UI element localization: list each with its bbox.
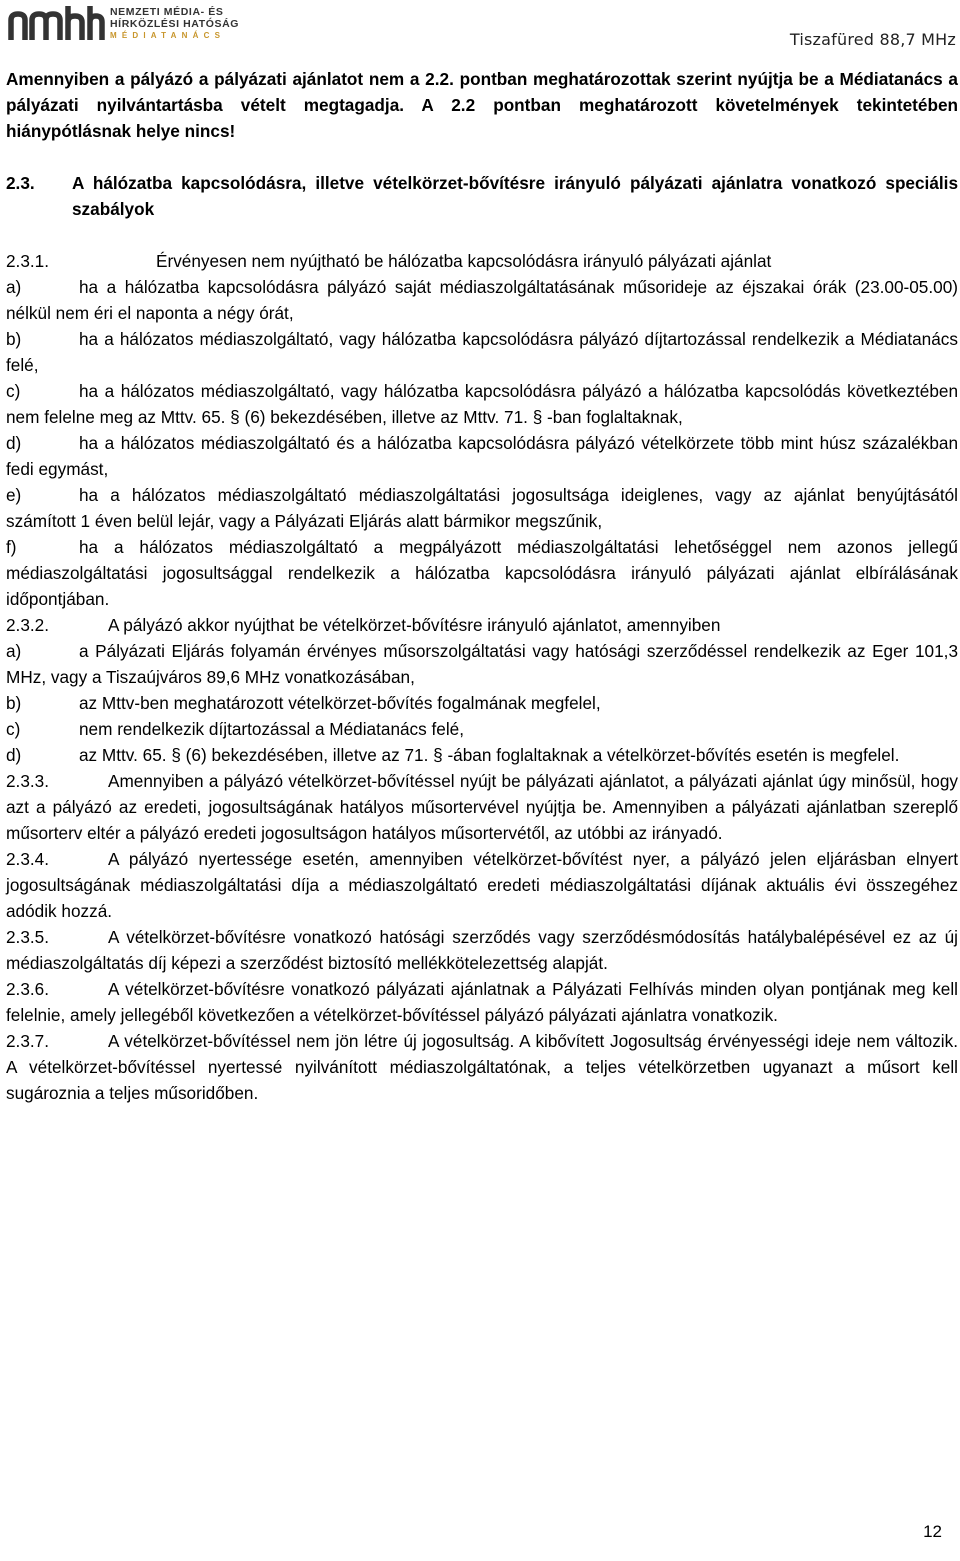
clause-2-3-2-items: [6, 638, 958, 768]
list-item-text: ha a hálózatos médiaszolgáltató a megpályázott médiaszolgáltatási lehetőséggel nem azonos jellegű médiaszolgáltatási jogosultsággal rendelkezik a hálózatba kapcsolódásra irányuló pályázati ajánlat elbírálásának időpontjában.: [6, 537, 958, 609]
clause-text: A vételkörzet-bővítésre vonatkozó pályázati ajánlatnak a Pályázati Felhívás minden olyan pontjának meg kell felelnie, amely jellegéből következően a vételkörzet-bővítéssel pályázó pályázati ajánlatra vonatkozik.: [6, 979, 958, 1025]
clause-number: 2.3.6.: [6, 979, 50, 999]
clause-number: 2.3.4.: [6, 849, 50, 869]
list-item: [6, 274, 958, 326]
list-item: [6, 638, 958, 690]
clause-number: 2.3.1.: [6, 251, 50, 271]
list-item-text: ha a hálózatos médiaszolgáltató, vagy hálózatba kapcsolódásra pályázó a hálózatba kapcsolódás következtében nem felelne meg az Mttv. 65. § (6) bekezdésében, illetve az Mttv. 71. § -ban foglaltaknak,: [6, 381, 958, 427]
clause-2-3-4: [6, 846, 958, 924]
list-item-text: ha a hálózatos médiaszolgáltató és a hálózatba kapcsolódásra pályázó vételkörzete több mint húsz százalékban fedi egymást,: [6, 433, 958, 479]
document-body: [6, 66, 958, 1106]
list-item-text: az Mttv-ben meghatározott vételkörzet-bővítés fogalmának megfelel,: [79, 693, 601, 713]
clause-text: A vételkörzet-bővítésre vonatkozó hatósági szerződés vagy szerződésmódosítás hatálybalépésével ez az új médiaszolgáltatás díj képezi a szerződést biztosító mellékkötelezettség alapját.: [6, 927, 958, 973]
station-name: Tiszafüred 88,7 MHz: [789, 30, 956, 49]
list-item-label: e): [6, 485, 22, 505]
list-item: [6, 430, 958, 482]
list-item-label: d): [6, 433, 22, 453]
list-item: [6, 534, 958, 612]
clause-2-3-2: [6, 612, 958, 638]
clause-2-3-3: [6, 768, 958, 846]
nmhh-logo-mark-icon: [6, 4, 106, 44]
clause-text: Érvényesen nem nyújtható be hálózatba kapcsolódásra irányuló pályázati ajánlat: [156, 251, 772, 271]
list-item: [6, 690, 958, 716]
clause-text: A pályázó nyertessége esetén, amennyiben vételkörzet-bővítést nyer, a pályázó jelen eljárásban elnyert jogosultságának médiaszolgáltatási díja a médiaszolgáltató eredeti médiaszolgáltatási díjának aktuális évi összegéhez adódik hozzá.: [6, 849, 958, 921]
clause-2-3-1: [6, 248, 958, 274]
list-item-text: az Mttv. 65. § (6) bekezdésében, illetve az 71. § -ában foglaltaknak a vételkörzet-bővítés esetén is megfelel.: [79, 745, 900, 765]
list-item: [6, 716, 958, 742]
list-item-text: ha a hálózatba kapcsolódásra pályázó saját médiaszolgáltatásának műsorideje az éjszakai órák (23.00-05.00) nélkül nem éri el naponta a négy órát,: [6, 277, 958, 323]
list-item: [6, 482, 958, 534]
list-item-label: d): [6, 745, 22, 765]
list-item-label: f): [6, 537, 17, 557]
list-item: [6, 378, 958, 430]
list-item-text: ha a hálózatos médiaszolgáltató médiaszolgáltatási jogosultsága ideiglenes, vagy az ajánlat benyújtásától számított 1 éven belül lejár, vagy a Pályázati Eljárás alatt bármikor megszűnik,: [6, 485, 958, 531]
section-number: 2.3.: [6, 173, 35, 193]
list-item: [6, 326, 958, 378]
list-item-label: b): [6, 693, 22, 713]
logo-text-line2: HÍRKÖZLÉSI HATÓSÁG: [110, 18, 240, 30]
page-header: [0, 0, 960, 48]
list-item-label: a): [6, 277, 22, 297]
clause-2-3-7: [6, 1028, 958, 1106]
nmhh-logo: [6, 4, 246, 44]
section-title: A hálózatba kapcsolódásra, illetve vételkörzet-bővítésre irányuló pályázati ajánlatra vonatkozó speciális szabályok: [72, 173, 958, 219]
list-item-label: c): [6, 719, 21, 739]
intro-paragraph: Amennyiben a pályázó a pályázati ajánlatot nem a 2.2. pontban meghatározottak szerint nyújtja be a Médiatanács a pályázati nyilvántartásba vételt megtagadja. A 2.2 pontban meghatározott követelmények tekintetében hiánypótlásnak helye nincs!: [6, 69, 958, 141]
clause-2-3-6: [6, 976, 958, 1028]
page-number: 12: [923, 1522, 942, 1541]
logo-text-line3: MÉDIATANÁCS: [110, 31, 226, 40]
clause-number: 2.3.7.: [6, 1031, 50, 1051]
list-item-label: a): [6, 641, 22, 661]
clause-2-3-1-items: [6, 274, 958, 612]
clause-text: A pályázó akkor nyújthat be vételkörzet-bővítésre irányuló ajánlatot, amennyiben: [108, 615, 721, 635]
clause-2-3-5: [6, 924, 958, 976]
logo-text-line1: NEMZETI MÉDIA- ÉS: [110, 6, 224, 18]
list-item-text: a Pályázati Eljárás folyamán érvényes műsorszolgáltatási vagy hatósági szerződéssel rendelkezik az Eger 101,3 MHz, vagy a Tiszaújváros 89,6 MHz vonatkozásában,: [6, 641, 958, 687]
list-item-text: nem rendelkezik díjtartozással a Médiatanács felé,: [79, 719, 465, 739]
clause-text: A vételkörzet-bővítéssel nem jön létre új jogosultság. A kibővített Jogosultság érvényességi ideje nem változik. A vételkörzet-bővítéssel nyertessé nyilvánított médiaszolgáltatónak, a teljes vételkörzetben ugyanazt a műsort kell sugároznia a teljes műsoridőben.: [6, 1031, 958, 1103]
clause-number: 2.3.5.: [6, 927, 50, 947]
list-item: [6, 742, 958, 768]
clause-number: 2.3.2.: [6, 615, 50, 635]
clause-number: 2.3.3.: [6, 771, 50, 791]
clause-text: Amennyiben a pályázó vételkörzet-bővítéssel nyújt be pályázati ajánlatot, a pályázati ajánlat úgy minősül, hogy azt a pályázó az eredeti, jogosultságának hatályos műsortervével nyújtja be. Amennyiben a pályázati ajánlatban szereplő műsorterv eltér a pályázó eredeti jogosultságon hatályos műsortervétől, az utóbbi az irányadó.: [6, 771, 958, 843]
list-item-label: b): [6, 329, 22, 349]
list-item-label: c): [6, 381, 21, 401]
list-item-text: ha a hálózatos médiaszolgáltató, vagy hálózatba kapcsolódásra pályázó díjtartozással rendelkezik a Médiatanács felé,: [6, 329, 958, 375]
section-heading-2-3: [6, 170, 958, 222]
